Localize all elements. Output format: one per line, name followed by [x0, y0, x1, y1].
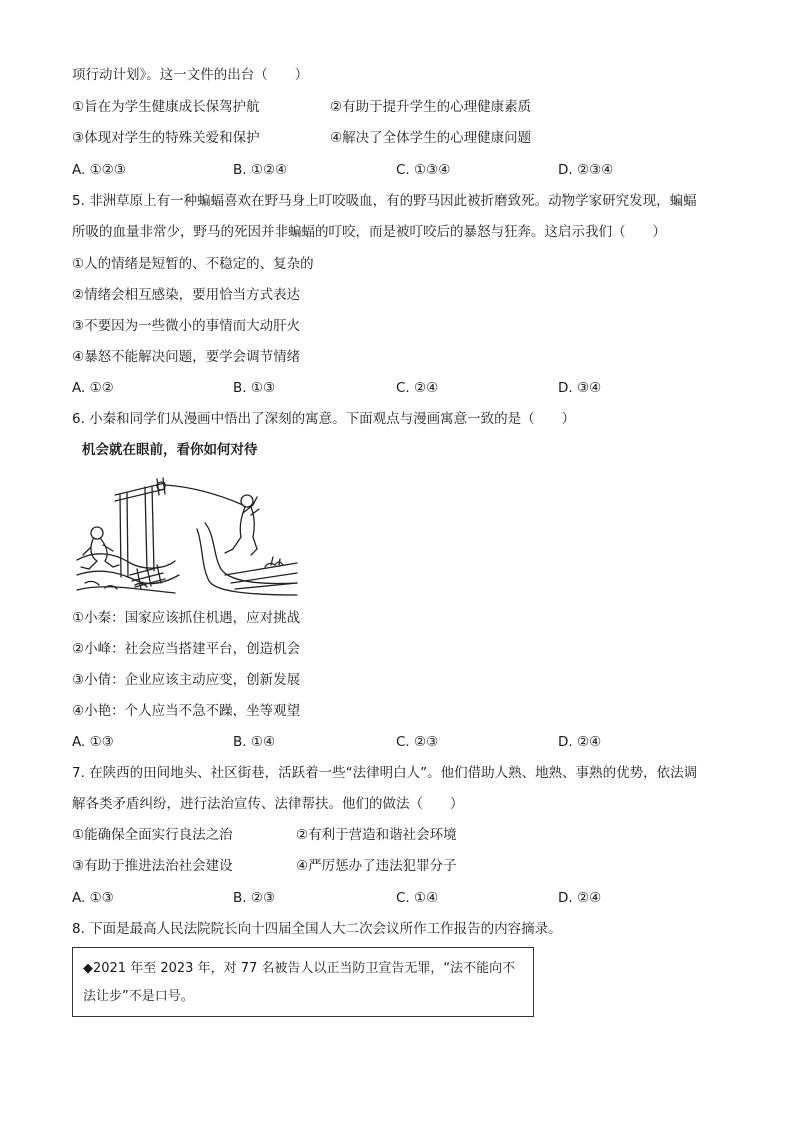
q7-statement-1: ①能确保全面实行良法之治: [72, 827, 233, 843]
q8-material-box: [72, 947, 534, 1017]
q7-option-a[interactable]: A. ①③: [72, 890, 114, 906]
q7-option-d[interactable]: D. ②④: [558, 890, 602, 906]
comic-illustration: [75, 465, 300, 600]
q6-stem: 6. 小秦和同学们从漫画中悟出了深刻的寓意。下面观点与漫画寓意一致的是（ ）: [72, 411, 576, 427]
q6-option-a[interactable]: A. ①③: [72, 734, 114, 750]
q7-stem-line2: 解各类矛盾纠纷，进行法治宣传、法律帮扶。他们的做法（ ）: [72, 796, 464, 812]
q8-material-line1: ◆2021 年至 2023 年，对 77 名被告人以正当防卫宣告无罪，“法不能向不: [83, 961, 516, 976]
comic-caption: 机会就在眼前，看你如何对待: [82, 442, 258, 458]
q7-statement-2: ②有利于营造和谐社会环境: [296, 827, 457, 843]
q4-statement-4: ④解决了全体学生的心理健康问题: [330, 130, 532, 146]
q5-option-b[interactable]: B. ①③: [233, 380, 276, 396]
q6-statement-1: ①小秦：国家应该抓住机遇，应对挑战: [72, 610, 301, 626]
q5-statement-3: ③不要因为一些微小的事情而大动肝火: [72, 318, 301, 334]
q4-stem: 项行动计划》。这一文件的出台（ ）: [72, 67, 309, 83]
q4-option-d[interactable]: D. ②③④: [558, 162, 614, 178]
q6-option-b[interactable]: B. ①④: [233, 734, 276, 750]
q6-option-c[interactable]: C. ②③: [396, 734, 439, 750]
q7-option-c[interactable]: C. ①④: [396, 890, 439, 906]
q6-option-d[interactable]: D. ②④: [558, 734, 602, 750]
q8-stem: 8. 下面是最高人民法院院长向十四届全国人大二次会议所作工作报告的内容摘录。: [72, 921, 562, 937]
q4-option-c[interactable]: C. ①③④: [396, 162, 451, 178]
q6-statement-4: ④小艳：个人应当不急不躁，坐等观望: [72, 703, 301, 719]
q6-statement-2: ②小峰：社会应当搭建平台，创造机会: [72, 641, 301, 657]
q8-material-line2: 法让步”不是口号。: [83, 989, 194, 1004]
q4-option-a[interactable]: A. ①②③: [72, 162, 126, 178]
q5-stem-line1: 5. 非洲草原上有一种蝙蝠喜欢在野马身上叮咬吸血，有的野马因此被折磨致死。动物学家研究发现，蝙蝠: [72, 193, 697, 209]
q5-statement-2: ②情绪会相互感染，要用恰当方式表达: [72, 287, 301, 303]
q4-statement-3: ③体现对学生的特殊关爱和保护: [72, 130, 260, 146]
q4-statement-1: ①旨在为学生健康成长保驾护航: [72, 99, 260, 115]
q7-statement-3: ③有助于推进法治社会建设: [72, 858, 233, 874]
q5-option-d[interactable]: D. ③④: [558, 380, 602, 396]
q5-option-c[interactable]: C. ②④: [396, 380, 439, 396]
q7-option-b[interactable]: B. ②③: [233, 890, 276, 906]
q4-statement-2: ②有助于提升学生的心理健康素质: [330, 99, 532, 115]
q5-option-a[interactable]: A. ①②: [72, 380, 114, 396]
q7-stem-line1: 7. 在陕西的田间地头、社区街巷，活跃着一些“法律明白人”。他们借助人熟、地熟、事熟的优势，依法调: [72, 765, 698, 781]
q6-statement-3: ③小倩：企业应该主动应变，创新发展: [72, 672, 301, 688]
q4-option-b[interactable]: B. ①②④: [233, 162, 288, 178]
q5-statement-4: ④暴怒不能解决问题，要学会调节情绪: [72, 349, 301, 365]
q5-statement-1: ①人的情绪是短暂的、不稳定的、复杂的: [72, 256, 314, 272]
q7-statement-4: ④严厉惩办了违法犯罪分子: [296, 858, 457, 874]
q5-stem-line2: 所吸的血量非常少，野马的死因并非蝙蝠的叮咬，而是被叮咬后的暴怒与狂奔。这启示我们（ ）: [72, 224, 666, 240]
